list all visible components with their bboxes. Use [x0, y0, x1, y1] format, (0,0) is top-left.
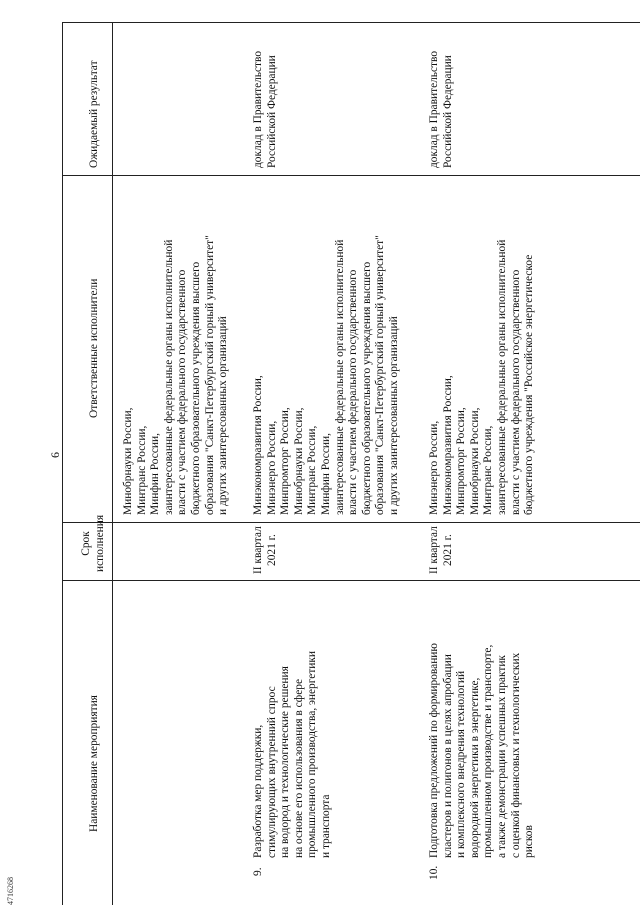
executor-line: Минобрнауки России,: [468, 407, 481, 515]
executor-line: и других заинтересованных организаций: [217, 316, 230, 515]
page-number: 6: [48, 452, 62, 458]
name-line: водородной энергетики в энергетике,: [468, 677, 481, 858]
name-line: на водород и технологические решения: [279, 666, 292, 858]
result-line: доклад в Правительство: [252, 50, 264, 168]
executor-line: Минтранс России,: [306, 425, 319, 515]
header-result: Ожидаемый результат: [88, 60, 100, 168]
header-term-line-1: Срок: [80, 531, 92, 556]
executor-line: Минтранс России,: [135, 425, 148, 515]
row-10-number: 10.: [428, 865, 440, 880]
name-line: на основе его использования в сфере: [292, 679, 305, 858]
executor-line: бюджетного учреждения "Российское энергетическое: [523, 254, 536, 515]
executor-line: Минэнерго России,: [428, 420, 440, 515]
name-line: промышленном производстве и транспорте,: [482, 644, 495, 858]
name-line: а также демонстрации успешных практик: [495, 655, 508, 858]
name-line: Разработка мер поддержки,: [252, 724, 264, 858]
executor-line: заинтересованные федеральные органы исполнительной: [333, 239, 346, 515]
executor-line: Минэнерго России,: [265, 420, 278, 515]
table-border-left: [62, 22, 63, 905]
executor-line: Минобрнауки России,: [292, 407, 305, 515]
name-line: и транспорта: [319, 794, 332, 858]
executor-line: бюджетного образовательного учреждения высшего: [360, 261, 373, 515]
header-term: [80, 515, 107, 572]
term-line: 2021 г.: [441, 534, 454, 566]
executor-line: образования "Санкт-Петербургский горный университет": [203, 235, 216, 515]
table-top-border: [62, 22, 640, 23]
executor-line: Минфин России,: [319, 433, 332, 515]
header-name: Наименование мероприятия: [88, 695, 100, 832]
column-divider-2: [62, 522, 640, 523]
executor-line: Минобрнауки России,: [122, 407, 134, 515]
executor-line: Минфин России,: [149, 433, 162, 515]
header-term-line-2: исполнения: [93, 514, 106, 572]
header-row-bottom-border: [112, 22, 113, 905]
row-9-executors: [252, 235, 402, 515]
column-divider-1: [62, 175, 640, 176]
executor-line: власти с участием федерального государственного: [347, 269, 360, 515]
name-line: и комплексного внедрения технологий: [455, 670, 468, 858]
executor-line: Минэкономразвития России,: [441, 375, 454, 515]
executor-line: образования "Санкт-Петербургский горный университет": [374, 235, 387, 515]
term-line: II квартал: [428, 526, 440, 574]
name-line: Подготовка предложений по формированию: [428, 643, 440, 858]
name-line: стимулирующих внутренний спрос: [265, 686, 278, 858]
header-executors: Ответственные исполнители: [88, 278, 100, 418]
executor-line: и других заинтересованных организаций: [387, 316, 400, 515]
row-10-executors: [428, 240, 537, 515]
row-10-name: [428, 643, 537, 858]
name-line: с оценкой финансовых и технологических: [509, 652, 522, 858]
row-9-term: [252, 526, 279, 574]
row-10-result: [428, 51, 455, 168]
name-line: кластеров и полигонов в целях апробации: [441, 654, 454, 858]
term-line: 2021 г.: [265, 534, 278, 566]
name-line: промышленного производства, энергетики: [306, 650, 319, 858]
result-line: Российской Федерации: [265, 55, 278, 168]
executor-line: Минпромторг России,: [455, 407, 468, 515]
executor-line: бюджетного образовательного учреждения высшего: [189, 261, 202, 515]
executor-line: власти с участием федерального государственного: [176, 269, 189, 515]
row-9-number: 9.: [252, 867, 264, 876]
result-line: доклад в Правительство: [428, 50, 440, 168]
executor-line: Минтранс России,: [482, 425, 495, 515]
row-9-name: [252, 651, 334, 858]
result-line: Российской Федерации: [441, 55, 454, 168]
executor-line: Минпромторг России,: [279, 407, 292, 515]
column-divider-3: [62, 580, 640, 581]
executor-line: Минэкономразвития России,: [252, 375, 264, 515]
row-9-result: [252, 51, 279, 168]
name-line: рисков: [523, 825, 536, 858]
executor-line: власти с участием федерального государственного: [509, 269, 522, 515]
executor-line: заинтересованные федеральные органы исполнительной: [162, 239, 175, 515]
term-line: II квартал: [252, 526, 264, 574]
executor-line: заинтересованные федеральные органы исполнительной: [495, 239, 508, 515]
document-code: 4716268: [6, 877, 15, 905]
continuation-executors: [122, 235, 231, 515]
row-10-term: [428, 526, 455, 574]
